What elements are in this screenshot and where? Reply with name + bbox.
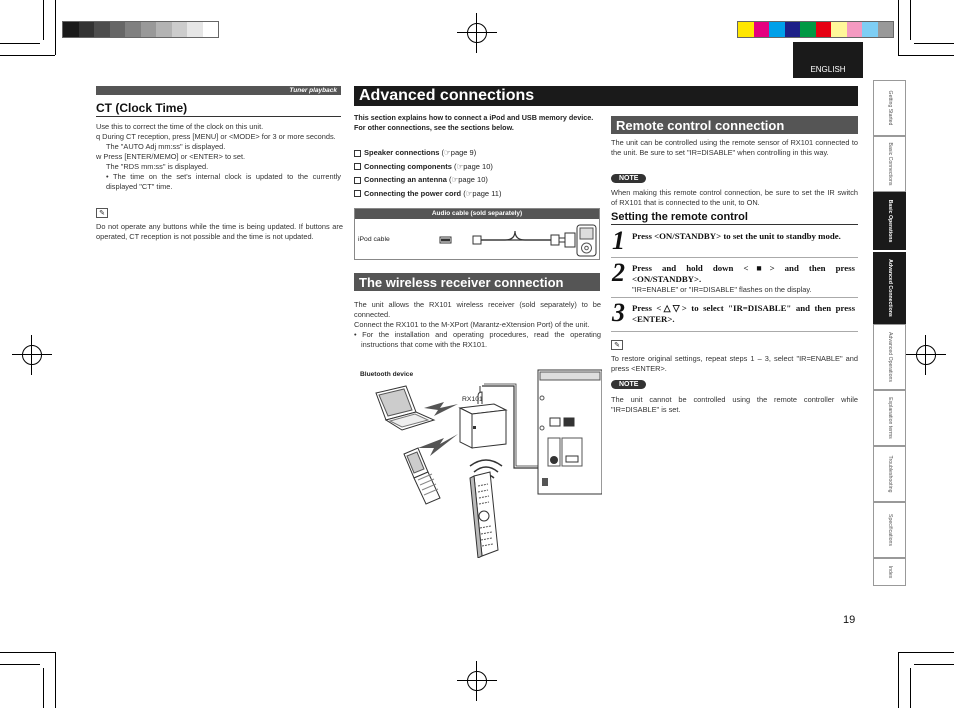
tab-basic-operations[interactable]: Basic Operations bbox=[873, 192, 906, 250]
step-3-text: Press <△▽> to select "IR=DISABLE" and then press <ENTER>. bbox=[632, 303, 855, 324]
step-2-sub: "IR=ENABLE" or "IR=DISABLE" flashes on the display. bbox=[632, 285, 812, 294]
tab-basic-connections[interactable]: Basic Connections bbox=[873, 136, 906, 192]
remote-control-icon bbox=[470, 472, 498, 558]
crop-mark bbox=[55, 0, 56, 55]
cable-caption: Audio cable (sold separately) bbox=[431, 210, 523, 217]
remote-title-bar bbox=[611, 116, 858, 134]
crop-mark bbox=[43, 0, 44, 40]
ct-title-rule bbox=[96, 116, 341, 117]
wireless-para-2: Connect the RX101 to the M-XPort (Marantz-eXtension Port) of the unit. bbox=[354, 320, 590, 329]
tab-advanced-connections[interactable]: Advanced Connections bbox=[873, 252, 906, 324]
crop-mark bbox=[910, 0, 911, 40]
advanced-intro-1: This section explains how to connect a iPod and USB memory device. bbox=[354, 113, 594, 122]
grayscale-strip bbox=[62, 21, 219, 38]
wireless-bullet: • For the installation and operating procedures, read the operating instructions that come with the RX101. bbox=[354, 330, 601, 349]
link-connecting-antenna[interactable]: Connecting an antenna (☞page 10) bbox=[354, 173, 601, 187]
language-label: ENGLISH bbox=[810, 65, 846, 74]
wireless-body bbox=[354, 300, 601, 350]
unit-rear-panel bbox=[538, 370, 602, 494]
ct-step-2: w Press [ENTER/MEMO] or <ENTER> to set. bbox=[96, 152, 246, 161]
step-1-text: Press <ON/STANDBY> to set the unit to standby mode. bbox=[632, 231, 841, 241]
crop-mark bbox=[910, 668, 911, 708]
crop-mark bbox=[898, 0, 899, 55]
page-title: Advanced connections bbox=[359, 87, 535, 104]
note-badge: NOTE bbox=[611, 174, 646, 183]
setting-title-rule bbox=[611, 224, 858, 225]
ipod-diagram bbox=[354, 208, 600, 260]
page-ref-icon: (☞ bbox=[454, 161, 464, 171]
setting-title: Setting the remote control bbox=[611, 211, 748, 223]
page-number: 19 bbox=[843, 614, 856, 626]
crop-mark bbox=[0, 652, 55, 653]
crop-mark bbox=[0, 55, 55, 56]
ir-signal-icon bbox=[470, 460, 502, 466]
registration-mark bbox=[463, 19, 491, 47]
crop-mark bbox=[898, 652, 954, 653]
link-connecting-components[interactable]: Connecting components (☞page 10) bbox=[354, 160, 601, 174]
step-2 bbox=[611, 258, 858, 298]
remote-note: When making this remote control connection, be sure to set the IR switch of RX101 that is connected to the unit, to ON. bbox=[611, 188, 858, 207]
registration-mark bbox=[463, 667, 491, 695]
ct-step-1-sub: The "AUTO Adj mm:ss" is displayed. bbox=[106, 142, 226, 151]
note-badge: NOTE bbox=[611, 380, 646, 389]
registration-mark bbox=[912, 341, 940, 369]
section-label: Tuner playback bbox=[289, 87, 337, 94]
ct-step-1: q During CT reception, press [MENU] or <MODE> for 3 or more seconds. bbox=[96, 132, 336, 141]
wireless-signal-icon bbox=[424, 402, 458, 416]
wireless-signal-icon bbox=[418, 434, 458, 456]
crop-mark bbox=[914, 43, 954, 44]
step-1-number: 1 bbox=[612, 226, 625, 255]
tab-troubleshooting[interactable]: Troubleshooting bbox=[873, 446, 906, 502]
rx101-label: RX101 bbox=[462, 396, 483, 403]
ct-step-2-sub: The "RDS mm:ss" is displayed. bbox=[106, 162, 209, 171]
registration-mark bbox=[18, 341, 46, 369]
cable-caption-bar bbox=[355, 209, 599, 219]
bluetooth-device-label: Bluetooth device bbox=[360, 371, 414, 378]
memo-icon: ✎ bbox=[611, 340, 623, 350]
link-connecting-power-cord[interactable]: Connecting the power cord (☞page 11) bbox=[354, 187, 601, 201]
remote-memo: To restore original settings, repeat steps 1 – 3, select "IR=ENABLE" and press <ENTER>. bbox=[611, 354, 858, 373]
memo-icon: ✎ bbox=[96, 208, 108, 218]
ct-title: CT (Clock Time) bbox=[96, 101, 188, 115]
step-3-number: 3 bbox=[612, 298, 625, 327]
crop-mark bbox=[914, 664, 954, 665]
ct-intro: Use this to correct the time of the clock on this unit. bbox=[96, 122, 264, 131]
crop-mark bbox=[898, 652, 899, 708]
crop-mark bbox=[43, 668, 44, 708]
page-ref-icon: (☞ bbox=[441, 148, 451, 157]
crop-mark bbox=[898, 55, 954, 56]
checkbox-icon bbox=[354, 150, 361, 157]
crop-mark bbox=[0, 664, 40, 665]
step-3 bbox=[611, 298, 858, 330]
mobile-phone-icon bbox=[404, 448, 440, 504]
color-strip bbox=[737, 21, 894, 38]
cross-reference-list bbox=[354, 146, 601, 200]
step-1 bbox=[611, 226, 858, 256]
ct-memo: Do not operate any buttons while the time is being updated. If buttons are operated, CT reception is not possible and the time is not updated. bbox=[96, 222, 343, 241]
crop-mark bbox=[55, 652, 56, 708]
tab-explanation-terms[interactable]: Explanation terms bbox=[873, 390, 906, 446]
wireless-para-1: The unit allows the RX101 wireless receiver (sold separately) to be connected. bbox=[354, 300, 601, 319]
checkbox-icon bbox=[354, 163, 361, 170]
ct-bullet: • The time on the set's internal clock is updated to the currently displayed "CT" time. bbox=[106, 172, 341, 191]
checkbox-icon bbox=[354, 177, 361, 184]
tab-advanced-operations[interactable]: Advanced Operations bbox=[873, 324, 906, 390]
wireless-diagram bbox=[360, 368, 602, 558]
remote-para: The unit can be controlled using the remote sensor of RX101 connected to the unit. Be sure to set "IR=DISABLE" when controlling in this way. bbox=[611, 138, 858, 157]
ct-body bbox=[96, 122, 341, 192]
link-speaker-connections[interactable]: Speaker connections (☞page 9) bbox=[354, 146, 601, 160]
wireless-title-bar bbox=[354, 273, 600, 291]
tab-getting-started[interactable]: Getting Started bbox=[873, 80, 906, 136]
ipod-cable-label: iPod cable bbox=[358, 236, 390, 243]
tab-specifications[interactable]: Specifications bbox=[873, 502, 906, 558]
page-ref-icon: (☞ bbox=[449, 175, 459, 184]
page-ref-icon: (☞ bbox=[463, 188, 473, 198]
crop-mark bbox=[0, 43, 40, 44]
checkbox-icon bbox=[354, 190, 361, 197]
remote-note-2: The unit cannot be controlled using the remote controller while "IR=DISABLE" is set. bbox=[611, 395, 858, 414]
wireless-title: The wireless receiver connection bbox=[359, 275, 564, 290]
advanced-title-bar bbox=[354, 86, 858, 106]
language-tab bbox=[793, 42, 863, 78]
section-bar bbox=[96, 86, 341, 95]
advanced-intro bbox=[354, 113, 601, 133]
advanced-intro-2: For other connections, see the sections below. bbox=[354, 123, 514, 132]
step-2-text: Press and hold down <■> and then press <ON/STANDBY>. bbox=[632, 263, 855, 284]
rx101-receiver-icon bbox=[460, 386, 506, 448]
step-divider bbox=[611, 331, 858, 332]
remote-title: Remote control connection bbox=[616, 118, 785, 133]
ipod-cable-drawing bbox=[355, 219, 601, 261]
step-2-number: 2 bbox=[612, 258, 625, 287]
tab-index[interactable]: Index bbox=[873, 558, 906, 586]
